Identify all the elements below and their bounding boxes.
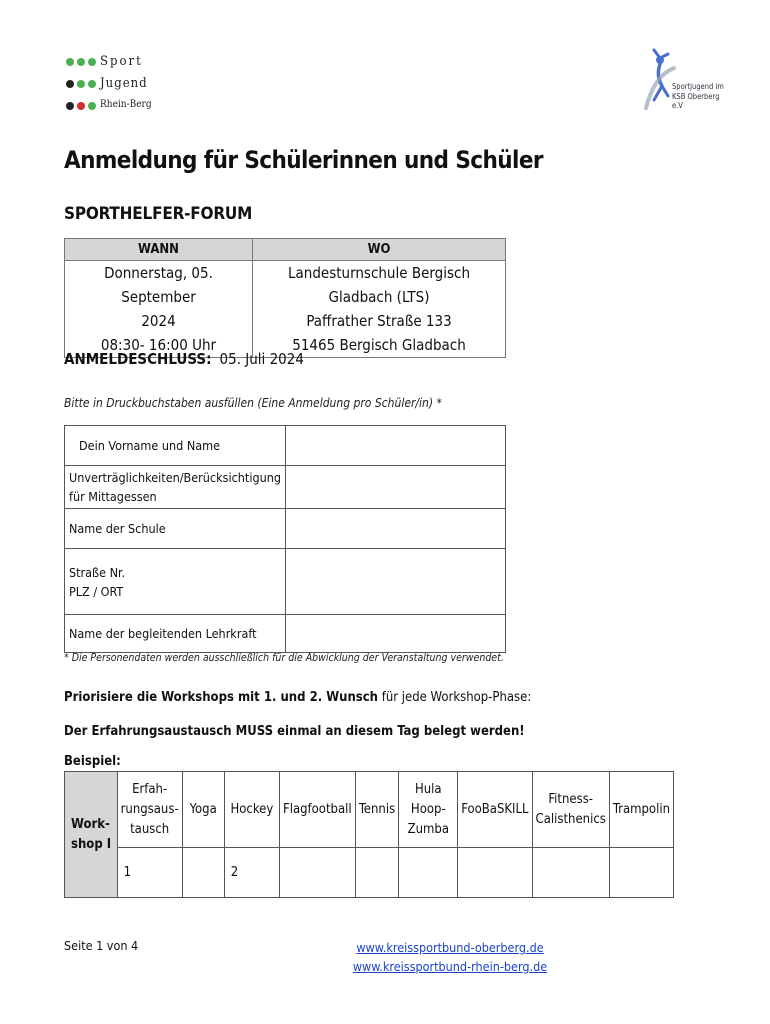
logo-dot	[88, 58, 96, 66]
form-field-name[interactable]	[286, 426, 506, 466]
wann-line: 2024	[141, 312, 176, 330]
logo-dot	[77, 58, 85, 66]
priority-bold: Priorisiere die Workshops mit 1. und 2. Wunsch	[64, 690, 379, 705]
col-hula-hoop-zumba: Hula Hoop- Zumba	[399, 772, 458, 848]
link-kreissportbund-rhein-berg[interactable]: www.kreissportbund-rhein-berg.de	[352, 959, 548, 974]
wo-line: Paffrather Straße 133	[306, 312, 452, 330]
choice-hula-hoop-zumba[interactable]	[399, 848, 458, 898]
choice-hockey[interactable]: 2	[224, 848, 279, 898]
registration-form-table	[64, 425, 506, 653]
logo-dot	[66, 102, 74, 110]
logo-word-rhein-berg: Rhein-Berg	[100, 99, 152, 110]
event-subtitle: SPORTHELFER-FORUM	[64, 204, 253, 224]
wann-cell	[65, 261, 253, 358]
logo-dot	[66, 80, 74, 88]
sportjugend-oberberg-logo	[640, 46, 730, 112]
form-label-zip-city: PLZ / ORT	[69, 583, 124, 599]
workshop-row-label-line: shop I	[71, 836, 112, 852]
wann-header: WANN	[65, 239, 253, 261]
deadline-label: ANMELDESCHLUSS:	[64, 350, 212, 368]
col-yoga: Yoga	[182, 772, 224, 848]
logo-dot	[77, 102, 85, 110]
priority-rest: für jede Workshop-Phase:	[378, 690, 532, 705]
logo-dot	[88, 102, 96, 110]
col-trampolin: Trampolin	[609, 772, 673, 848]
sportjugend-rhein-berg-logo	[64, 52, 154, 122]
logo-dot	[88, 80, 96, 88]
workshop-row-label	[65, 772, 118, 898]
choice-foobaskill[interactable]	[458, 848, 532, 898]
event-info-table	[64, 238, 506, 358]
choice-fitness-calisthenics[interactable]	[532, 848, 609, 898]
logo-dot	[66, 58, 74, 66]
logo-dot	[77, 80, 85, 88]
form-label-address	[65, 549, 286, 615]
wo-cell	[253, 261, 506, 358]
col-erfahrungsaustausch: Erfah- rungsaus- tausch	[117, 772, 182, 848]
col-hockey: Hockey	[224, 772, 279, 848]
choice-erfahrungsaustausch[interactable]: 1	[117, 848, 182, 898]
wo-line: Landesturnschule Bergisch Gladbach (LTS)	[288, 264, 470, 306]
form-label-name: Dein Vorname und Name	[65, 426, 286, 466]
page-title: Anmeldung für Schülerinnen und Schüler	[64, 146, 543, 174]
form-field-diet[interactable]	[286, 466, 506, 509]
wo-header: WO	[253, 239, 506, 261]
choice-tennis[interactable]	[355, 848, 399, 898]
form-label-school: Name der Schule	[65, 509, 286, 549]
col-foobaskill: FooBaSKILL	[458, 772, 532, 848]
page-number: Seite 1 von 4	[64, 938, 139, 953]
workshop-table	[64, 771, 674, 898]
wann-line: Donnerstag, 05. September	[104, 264, 213, 306]
wo-line: 51465 Bergisch Gladbach	[292, 336, 466, 354]
priority-instruction	[64, 690, 531, 705]
col-flagfootball: Flagfootball	[279, 772, 355, 848]
registration-deadline	[64, 350, 304, 368]
form-label-street: Straße Nr.	[69, 564, 126, 580]
footer-links	[300, 938, 600, 976]
choice-yoga[interactable]	[182, 848, 224, 898]
col-fitness-calisthenics: Fitness- Calisthenics	[532, 772, 609, 848]
form-field-address[interactable]	[286, 549, 506, 615]
logo-right-line-1: Sportjugend im	[672, 82, 724, 91]
choice-flagfootball[interactable]	[279, 848, 355, 898]
form-label-diet: Unverträglichkeiten/Berücksichtigung für Mittagessen	[65, 466, 286, 509]
fill-in-hint: Bitte in Druckbuchstaben ausfüllen (Eine Anmeldung pro Schüler/in) *	[64, 396, 442, 410]
example-label: Beispiel:	[64, 754, 121, 769]
form-label-teacher: Name der begleitenden Lehrkraft	[65, 615, 286, 653]
deadline-date: 05. Juli 2024	[219, 350, 304, 368]
form-field-school[interactable]	[286, 509, 506, 549]
wann-line: 08:30- 16:00 Uhr	[100, 336, 217, 354]
logo-word-sport: Sport	[100, 54, 143, 69]
mandatory-notice: Der Erfahrungsaustausch MUSS einmal an diesem Tag belegt werden!	[64, 724, 525, 739]
logo-word-jugend: Jugend	[100, 76, 148, 91]
link-kreissportbund-oberberg[interactable]: www.kreissportbund-oberberg.de	[356, 940, 544, 955]
choice-trampolin[interactable]	[609, 848, 673, 898]
logo-right-line-2: KSB Oberberg e.V	[672, 92, 720, 110]
privacy-note: * Die Personendaten werden ausschließlich für die Abwicklung der Veranstaltung verwendet.	[64, 652, 504, 664]
col-tennis: Tennis	[355, 772, 399, 848]
form-field-teacher[interactable]	[286, 615, 506, 653]
workshop-row-label-line: Work-	[71, 816, 110, 832]
